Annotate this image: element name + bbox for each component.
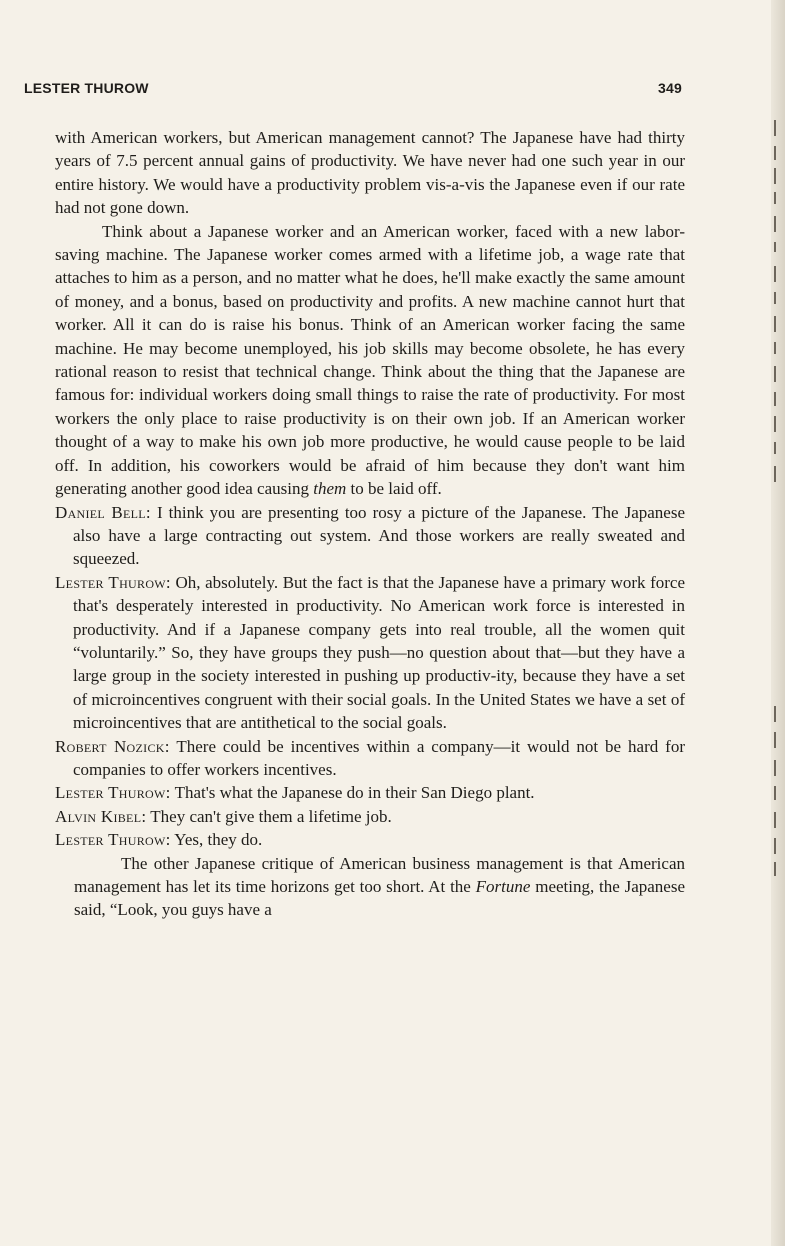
speech-alvin-kibel [55, 805, 685, 828]
margin-rule-mark [774, 760, 776, 776]
speaker-name: Robert Nozick: [55, 736, 170, 756]
margin-rule-mark [774, 316, 776, 332]
paragraph-continued [55, 126, 685, 220]
speech-text: Yes, they do. [170, 830, 263, 850]
speaker-name: Daniel Bell: [55, 502, 151, 522]
margin-rule-mark [774, 862, 776, 876]
margin-rule-mark [774, 146, 776, 160]
speech-lester-thurow-3 [55, 828, 685, 851]
paragraph-text: with American workers, but American management cannot? The Japanese have had thirty years of 7.5 percent annual gains of productivity. We have never had one such year in our entire history. We would have a productivity problem vis-a-vis the Japanese even if our rate had not gone down. [55, 128, 685, 218]
emphasis-them: them [313, 479, 347, 499]
paragraph-time-horizons [74, 852, 685, 922]
margin-rule-mark [774, 266, 776, 282]
speech-text: Oh, absolutely. But the fact is that the Japanese have a primary work force that's desperately interested in productivity. No American work force is interested in productivity. And if a Japanese company gets into real trouble, all the women quit “voluntarily.” So, they have groups they push—no question about that—but they have a large group in the society interested in pushing up productiv-ity, because they have a set of microincentives congruent with their social goals. In the United States we have a set of microincentives that are antithetical to the social goals. [73, 572, 685, 733]
speech-lester-thurow [55, 571, 685, 735]
margin-rule-mark [774, 786, 776, 800]
running-header [24, 80, 682, 102]
margin-rule-mark [774, 120, 776, 136]
margin-rule-mark [774, 366, 776, 382]
margin-rule-mark [774, 442, 776, 454]
speech-text: That's what the Japanese do in their San Diego plant. [170, 783, 535, 803]
margin-rule-mark [774, 168, 776, 184]
paragraph-text: Think about a Japanese worker and an American worker, faced with a new labor-saving machine. The Japanese worker comes armed with a lifetime job, a wage rate that attaches to him as a person, and no matter what he does, he'll make exactly the same amount of money, and a bonus, based on productivity and profits. A new machine cannot hurt that worker. All it can do is raise his bonus. Think of an American worker facing the same machine. He may become unemployed, his job skills may become obsolete, he has every rational reason to resist that technical change. Think about the thing that the Japanese are famous for: individual workers doing small things to raise the rate of productivity. For most workers the only place to raise productivity is on their own job. If an American worker thought of a way to make his own job more productive, he would cause people to be laid off. In addition, his coworkers would be afraid of him because they don't want him generating another good idea causing [55, 221, 685, 499]
margin-rule-mark [774, 242, 776, 252]
running-head: LESTER THUROW [24, 80, 149, 96]
speech-text: They can't give them a lifetime job. [146, 806, 392, 826]
paragraph-text: to be laid off. [346, 479, 442, 499]
margin-rule-mark [774, 838, 776, 854]
speech-text: There could be incentives within a company—it would not be hard for companies to offer workers incentives. [73, 736, 685, 779]
margin-rule-marks [774, 120, 780, 920]
speech-robert-nozick [55, 735, 685, 782]
margin-rule-mark [774, 416, 776, 432]
paragraph-text: The other Japanese critique of American business management is that American management has let its time horizons get too short. At the [74, 853, 685, 896]
speaker-name: Lester Thurow: [55, 830, 171, 850]
body-text [55, 126, 685, 922]
margin-rule-mark [774, 342, 776, 354]
speaker-name: Alvin Kibel: [55, 806, 147, 826]
emphasis-fortune: Fortune [475, 877, 531, 896]
speaker-name: Lester Thurow: [55, 783, 171, 803]
margin-rule-mark [774, 466, 776, 482]
margin-rule-mark [774, 392, 776, 406]
speech-lester-thurow-2 [55, 781, 685, 804]
margin-rule-mark [774, 706, 776, 722]
paragraph-text: meeting, the Japanese said, “Look, you guys have a [74, 877, 685, 920]
page-number: 349 [658, 80, 682, 96]
speaker-name: Lester Thurow: [55, 572, 171, 592]
speech-daniel-bell [55, 501, 685, 571]
margin-rule-mark [774, 292, 776, 304]
speech-text: I think you are presenting too rosy a picture of the Japanese. The Japanese also have a large contracting out system. And those workers are really sweated and squeezed. [73, 502, 685, 569]
paragraph-lifetime-job [55, 220, 685, 501]
margin-rule-mark [774, 192, 776, 204]
margin-rule-mark [774, 732, 776, 748]
margin-rule-mark [774, 812, 776, 828]
margin-rule-mark [774, 216, 776, 232]
